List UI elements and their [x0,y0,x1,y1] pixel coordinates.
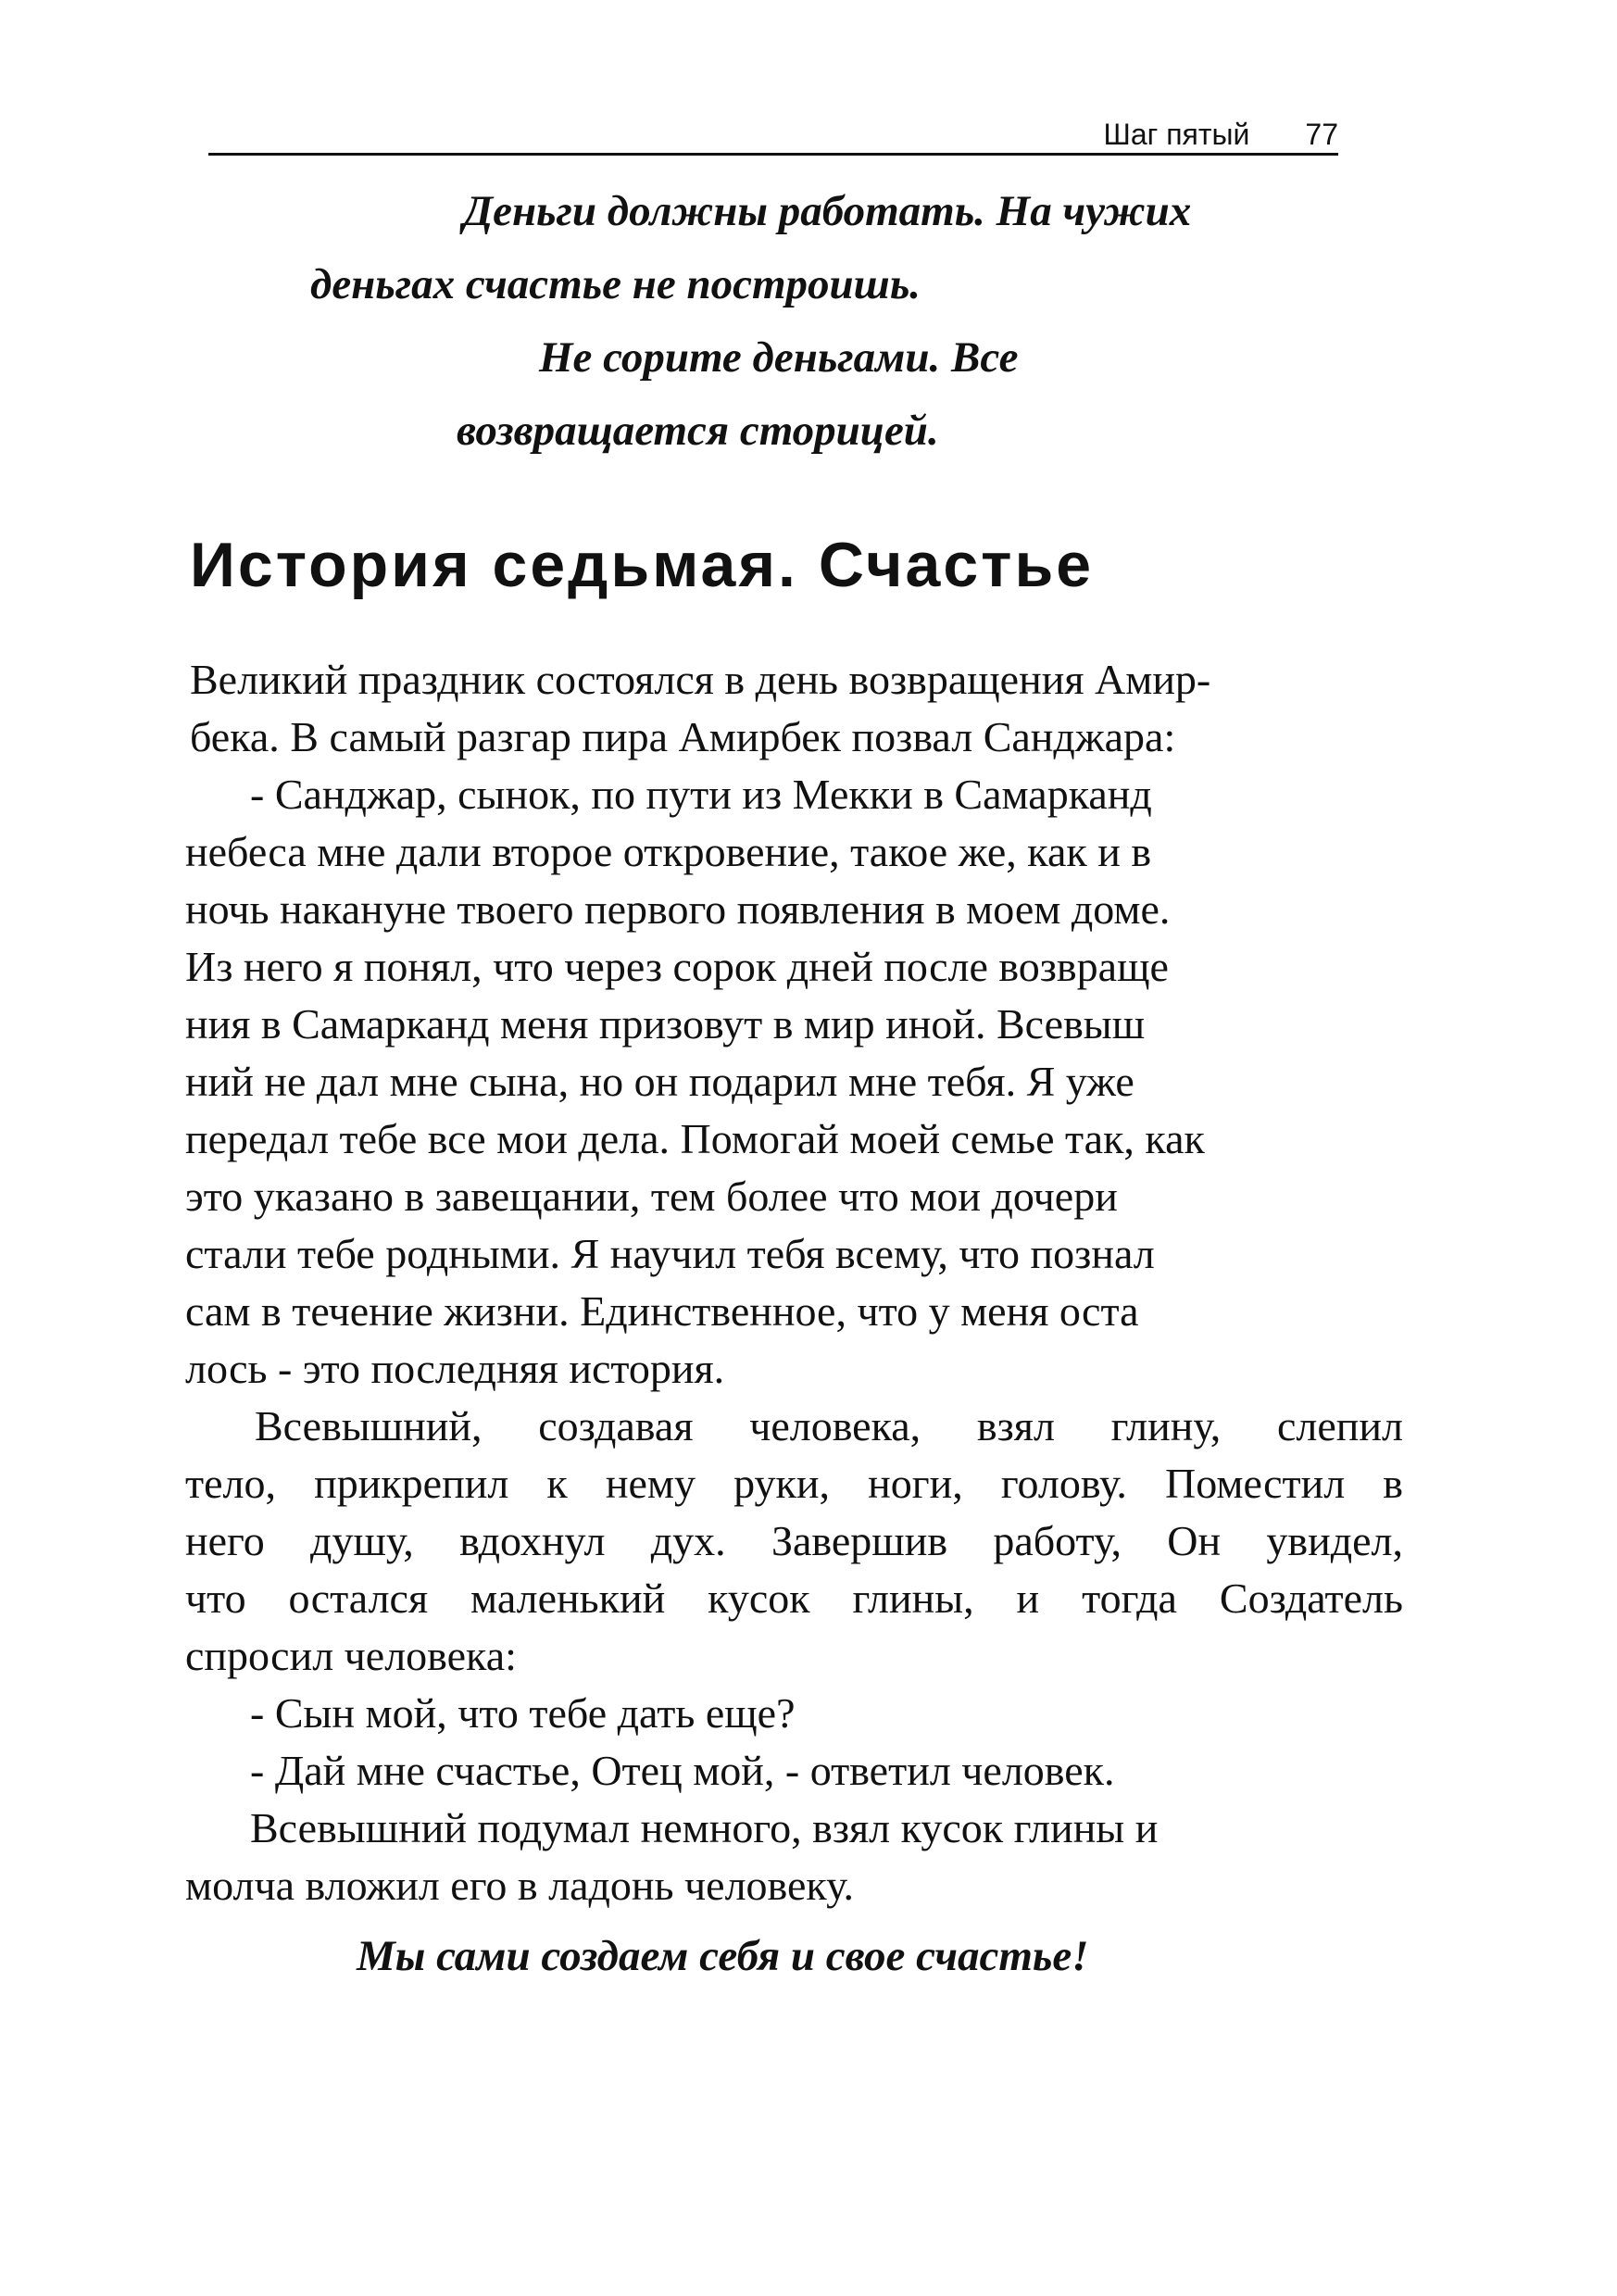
page-number: 77 [1305,118,1338,151]
closing-statement: Мы сами создаем себя и свое счастье! [357,1932,1089,1980]
body-line: Всевышний, создавая человека, взял глину, слепил [255,1402,1403,1449]
epigraph-line: Не сорите деньгами. Все [539,333,1019,382]
body-line: стали тебе родными. Я научил тебя всему, что познал [185,1230,1155,1277]
body-line: Великий праздник состоялся в день возвращения Амир- [190,656,1211,703]
body-line: ний не дал мне сына, но он подарил мне тебя. Я уже [185,1058,1134,1105]
body-line: бека. В самый разгар пира Амирбек позвал Санджара: [190,713,1176,760]
running-header [208,113,1338,156]
section-title: Шаг пятый [1103,118,1250,151]
epigraph-line: деньгах счастье не построишь. [310,260,921,308]
body-line: спросил человека: [185,1632,517,1679]
epigraph-line: возвращается сторицей. [457,407,939,455]
body-line: небеса мне дали второе откровение, такое же, как и в [185,828,1152,875]
header-text [1104,117,1338,152]
body-line: тело, прикрепил к нему руки, ноги, голову. Поместил в [185,1460,1403,1507]
body-line: него душу, вдохнул дух. Завершив работу, Он увидел, [185,1517,1403,1564]
body-line: передал тебе все мои дела. Помогай моей семье так, как [185,1115,1205,1162]
body-line: ния в Самарканд меня призовут в мир иной. Всевыш [185,1000,1146,1048]
body-line: что остался маленький кусок глины, и тогда Создатель [185,1575,1403,1622]
header-rule [208,153,1338,156]
epigraph-line: Деньги должны работать. На чужих [463,187,1192,235]
body-line: сам в течение жизни. Единственное, что у меня оста [185,1287,1139,1335]
body-line: лось - это последняя история. [185,1345,725,1392]
chapter-title: История седьмая. Счастье [190,530,1095,600]
body-line: Из него я понял, что через сорок дней после возвраще [185,943,1169,990]
body-line: - Сын мой, что тебе дать еще? [250,1689,796,1737]
body-line: ночь накануне твоего первого появления в моем доме. [185,885,1171,933]
body-line: - Санджар, сынок, по пути из Мекки в Самарканд [250,771,1152,818]
body-line: это указано в завещании, тем более что мои дочери [185,1173,1118,1220]
body-line: - Дай мне счастье, Отец мой, - ответил человек. [250,1747,1115,1794]
body-line: молча вложил его в ладонь человеку. [185,1862,854,1909]
body-line: Всевышний подумал немного, взял кусок глины и [250,1804,1159,1851]
